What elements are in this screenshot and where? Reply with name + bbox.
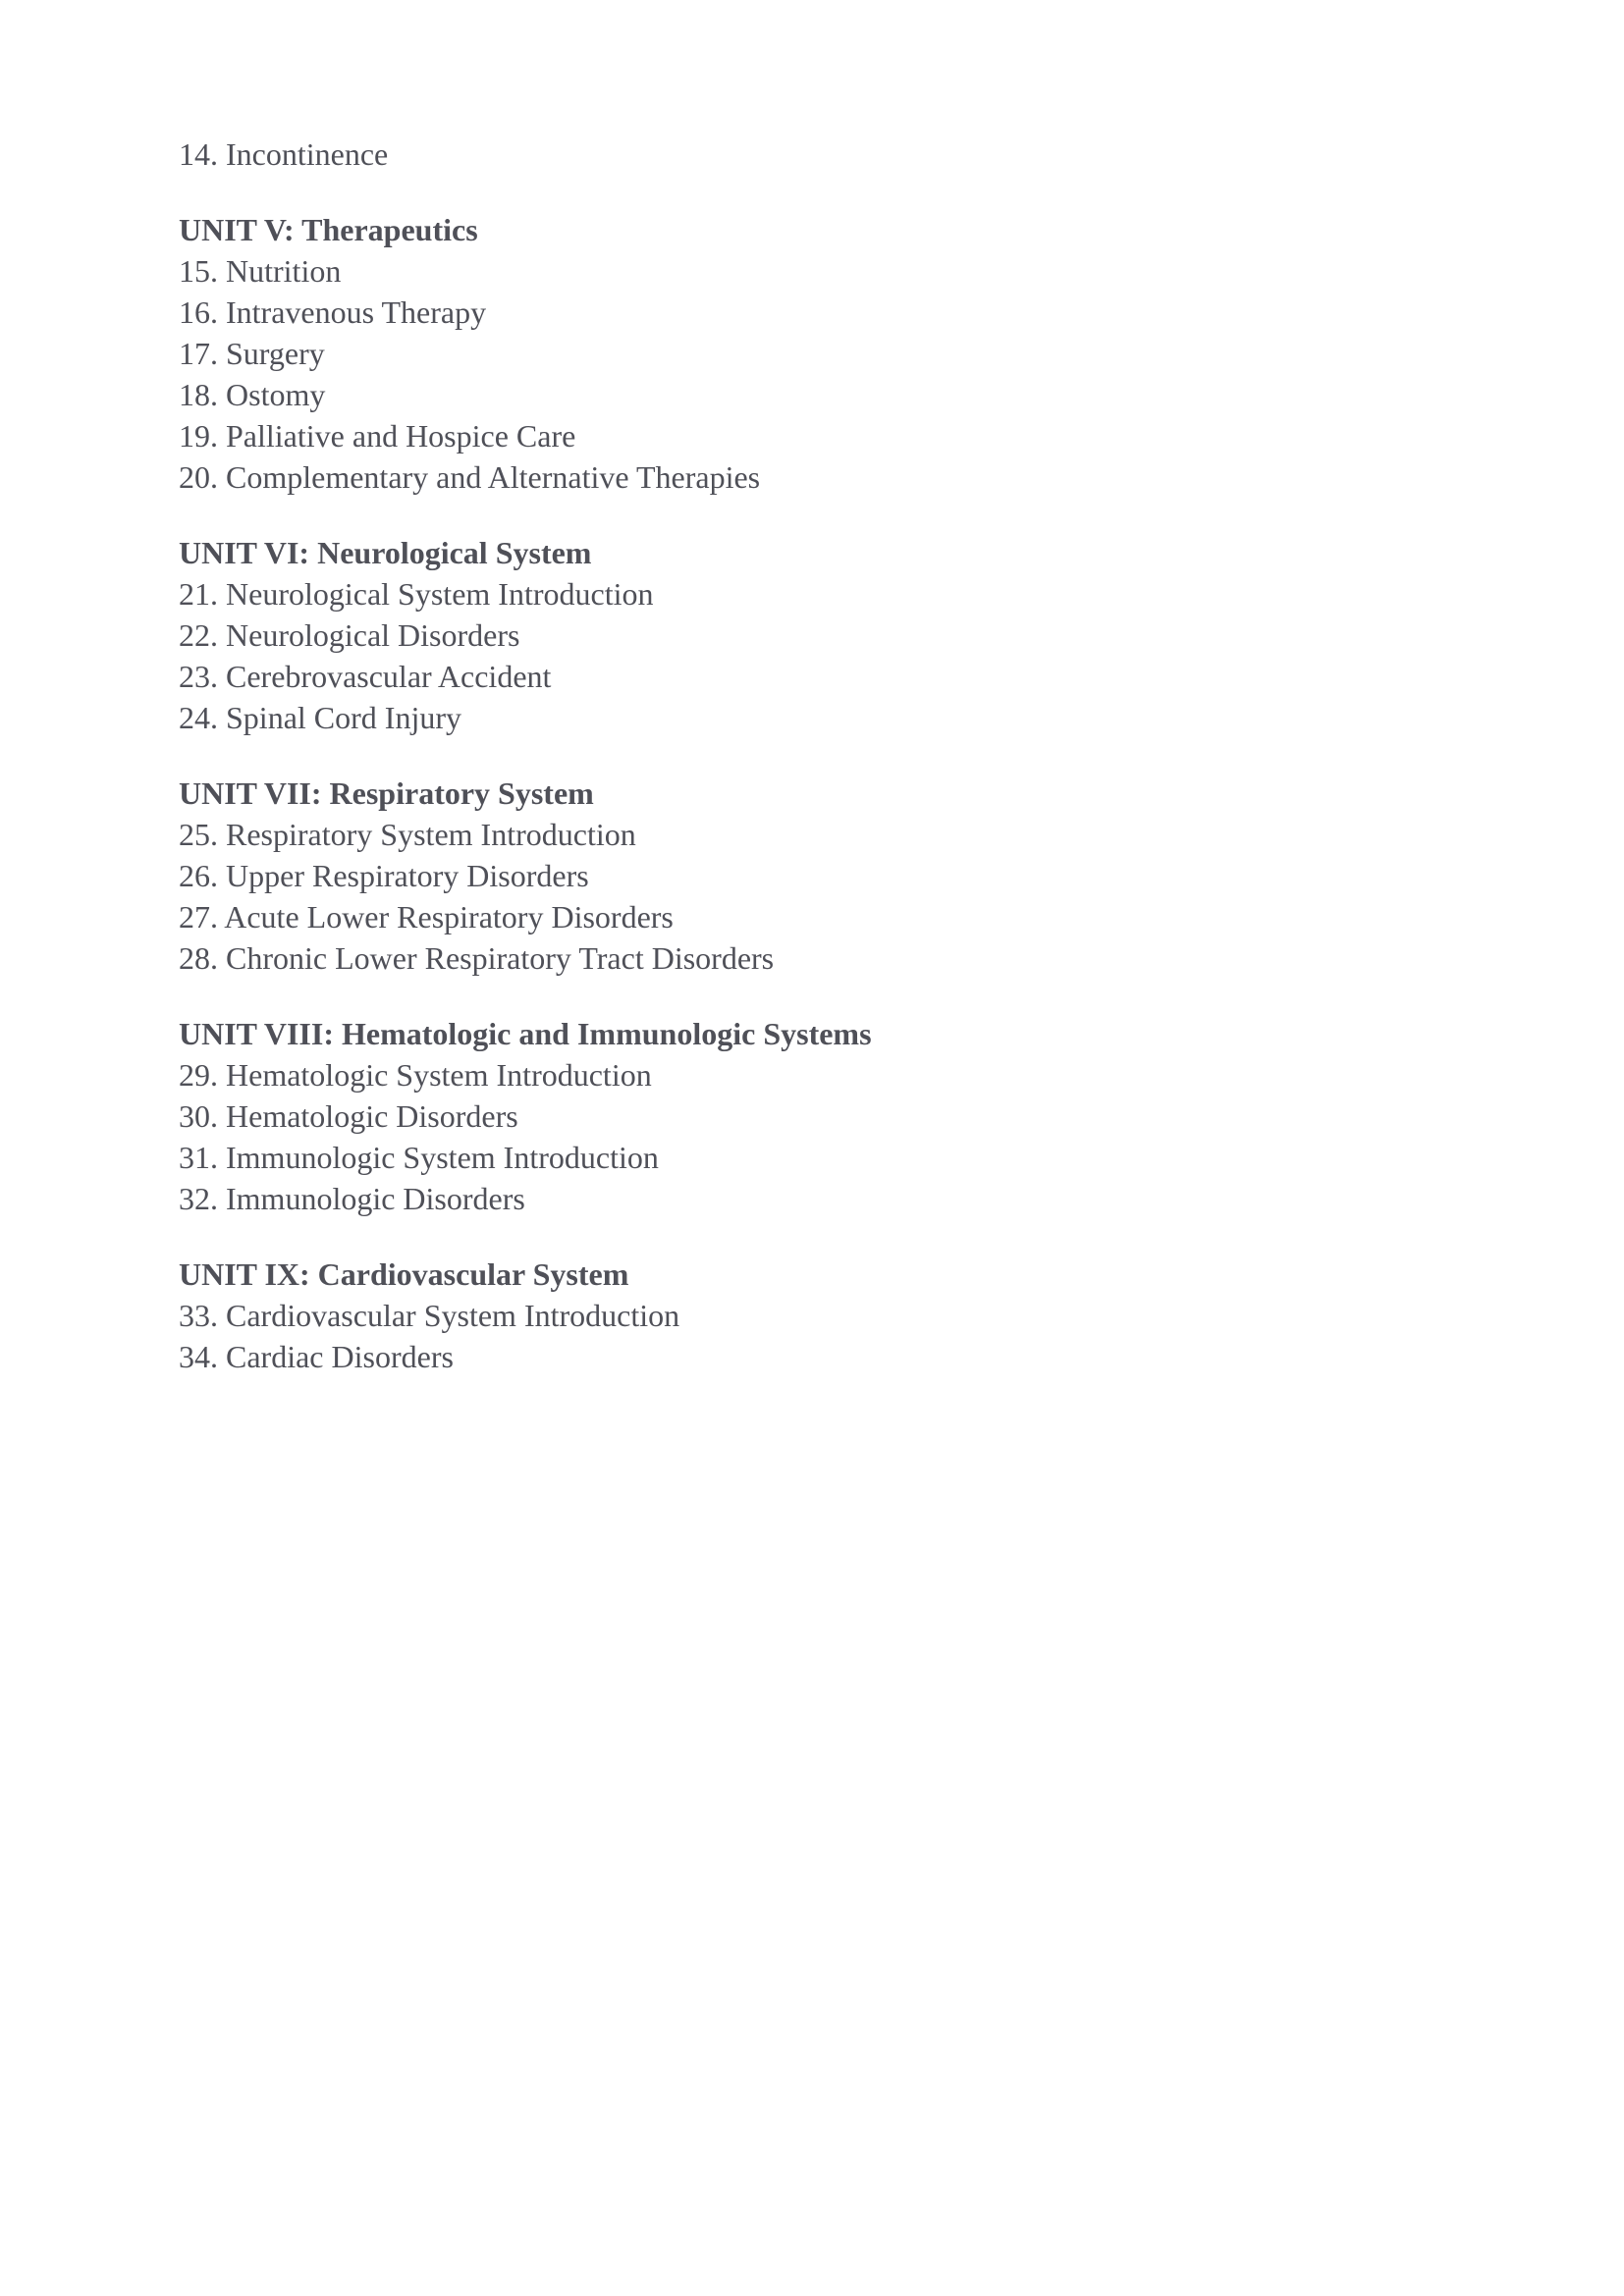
chapter-item-26: 26. Upper Respiratory Disorders <box>179 858 589 893</box>
chapter-item-24: 24. Spinal Cord Injury <box>179 700 461 735</box>
chapter-item-27: 27. Acute Lower Respiratory Disorders <box>179 899 674 934</box>
chapter-item-29: 29. Hematologic System Introduction <box>179 1057 652 1093</box>
chapter-item-33: 33. Cardiovascular System Introduction <box>179 1298 680 1333</box>
chapter-item-28: 28. Chronic Lower Respiratory Tract Disorders <box>179 940 775 976</box>
unit-heading-ix: UNIT IX: Cardiovascular System <box>179 1256 629 1292</box>
chapter-item-34: 34. Cardiac Disorders <box>179 1339 454 1374</box>
chapter-item-23: 23. Cerebrovascular Accident <box>179 659 552 694</box>
chapter-item-21: 21. Neurological System Introduction <box>179 576 654 612</box>
unit-ix-section <box>179 1254 1445 1377</box>
unit-heading-vii: UNIT VII: Respiratory System <box>179 775 594 811</box>
chapter-item-20: 20. Complementary and Alternative Therapies <box>179 459 761 495</box>
unit-viii-section <box>179 1013 1445 1219</box>
unit-heading-v: UNIT V: Therapeutics <box>179 212 478 247</box>
chapter-item-32: 32. Immunologic Disorders <box>179 1181 525 1216</box>
unit-vi-section <box>179 532 1445 738</box>
chapter-item-16: 16. Intravenous Therapy <box>179 294 487 330</box>
chapter-item-17: 17. Surgery <box>179 336 325 371</box>
chapter-item-30: 30. Hematologic Disorders <box>179 1098 518 1134</box>
unit-heading-vi: UNIT VI: Neurological System <box>179 535 592 570</box>
document-page <box>179 133 1445 1412</box>
lead-group <box>179 133 1445 175</box>
unit-v-section <box>179 209 1445 498</box>
chapter-item-14: 14. Incontinence <box>179 136 389 172</box>
unit-vii-section <box>179 773 1445 979</box>
chapter-item-25: 25. Respiratory System Introduction <box>179 817 636 852</box>
chapter-item-22: 22. Neurological Disorders <box>179 617 520 653</box>
unit-heading-viii: UNIT VIII: Hematologic and Immunologic Systems <box>179 1016 872 1051</box>
chapter-item-19: 19. Palliative and Hospice Care <box>179 418 576 454</box>
chapter-item-31: 31. Immunologic System Introduction <box>179 1140 659 1175</box>
chapter-item-18: 18. Ostomy <box>179 377 326 412</box>
chapter-item-15: 15. Nutrition <box>179 253 342 289</box>
